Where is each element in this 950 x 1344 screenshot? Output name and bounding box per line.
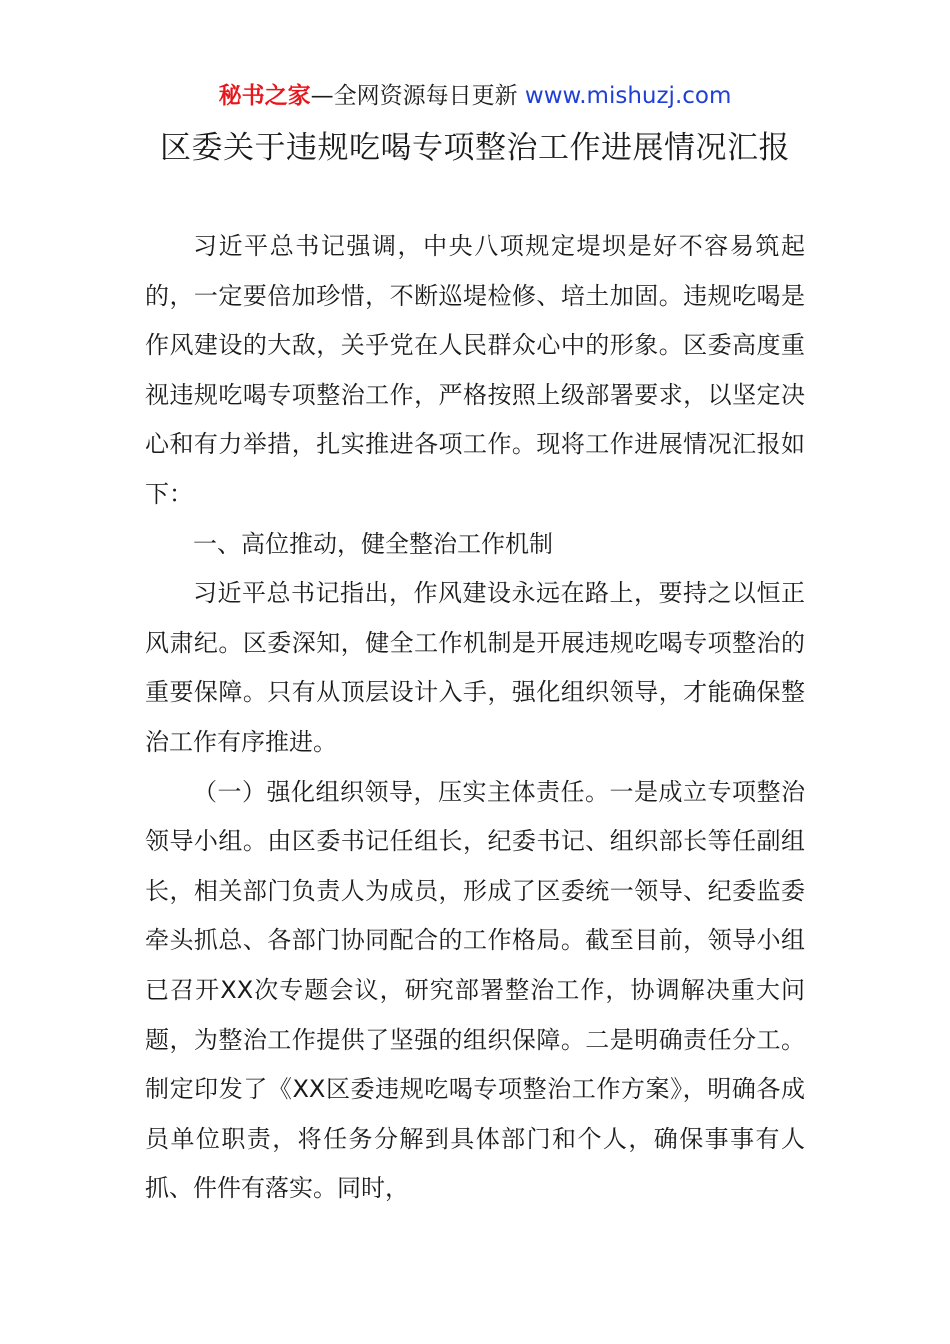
site-banner xyxy=(0,80,950,112)
site-tagline: —全网资源每日更新 xyxy=(310,83,525,109)
subsection-paragraph: （一）强化组织领导，压实主体责任。一是成立专项整治领导小组。由区委书记任组长，纪委书记、组织部长等任副组长，相关部门负责人为成员，形成了区委统一领导、纪委监委牵头抓总、各部门协同配合的工作格局。截至目前，领导小组已召开XX次专题会议，研究部署整治工作，协调解决重大问题，为整治工作提供了坚强的组织保障。二是明确责任分工。制定印发了《XX区委违规吃喝专项整治工作方案》，明确各成员单位职责，将任务分解到具体部门和个人，确保事事有人抓、件件有落实。同时， xyxy=(145,777,805,1203)
document-title: 区委关于违规吃喝专项整治工作进展情况汇报 xyxy=(160,130,790,166)
site-url-link[interactable]: www.mishuzj.com xyxy=(524,83,732,109)
intro-paragraph: 习近平总书记强调，中央八项规定堤坝是好不容易筑起的，一定要倍加珍惜，不断巡堤检修、培土加固。违规吃喝是作风建设的大敌，关乎党在人民群众心中的形象。区委高度重视违规吃喝专项整治工作，严格按照上级部署要求，以坚定决心和有力举措，扎实推进各项工作。现将工作进展情况汇报如下： xyxy=(145,232,805,508)
section-heading: 一、高位推动，健全整治工作机制 xyxy=(193,529,553,558)
section-paragraph: 习近平总书记指出，作风建设永远在路上，要持之以恒正风肃纪。区委深知，健全工作机制是开展违规吃喝专项整治的重要保障。只有从顶层设计入手，强化组织领导，才能确保整治工作有序推进。 xyxy=(145,579,805,756)
document-body xyxy=(145,222,805,1214)
site-brand: 秘书之家 xyxy=(218,83,311,109)
